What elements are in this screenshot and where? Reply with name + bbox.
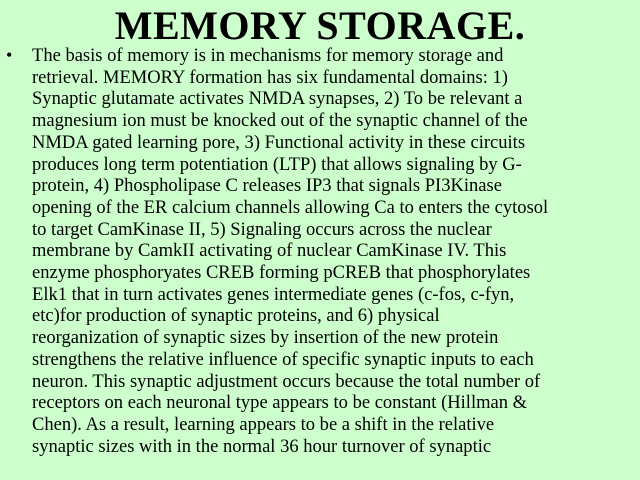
body-line: receptors on each neuronal type appears to be constant (Hillman &: [32, 392, 528, 414]
body-line: to target CamKinase II, 5) Signaling occurs across the nuclear: [32, 218, 492, 240]
body-line: protein, 4) Phospholipase C releases IP3 that signals PI3Kinase: [32, 175, 502, 197]
bullet-icon: •: [6, 45, 13, 65]
body-line: etc)for production of synaptic proteins, and 6) physical: [32, 305, 440, 327]
body-line: Synaptic glutamate activates NMDA synapses, 2) To be relevant a: [32, 88, 523, 110]
body-line: enzyme phosphoryates CREB forming pCREB that phosphorylates: [32, 262, 531, 284]
body-line: membrane by CamkII activating of nuclear CamKinase IV. This: [32, 240, 507, 262]
slide-title: MEMORY STORAGE.: [114, 3, 526, 48]
bullet-text: [32, 45, 640, 457]
body-line: The basis of memory is in mechanisms for memory storage and: [32, 45, 504, 66]
body-line: strengthens the relative influence of specific synaptic inputs to each: [32, 348, 534, 370]
body-line: synaptic sizes with in the normal 36 hour turnover of synaptic: [32, 435, 492, 457]
body-line: retrieval. MEMORY formation has six fundamental domains: 1): [32, 66, 508, 88]
body-line: opening of the ER calcium channels allowing Ca to enters the cytosol: [32, 196, 549, 218]
body-line: Elk1 that in turn activates genes intermediate genes (c-fos, c-fyn,: [32, 283, 515, 305]
body-line: neuron. This synaptic adjustment occurs because the total number of: [32, 370, 541, 392]
body-line: magnesium ion must be knocked out of the synaptic channel of the: [32, 110, 528, 132]
body-line: produces long term potentiation (LTP) that allows signaling by G-: [32, 153, 522, 175]
body-line: NMDA gated learning pore, 3) Functional activity in these circuits: [32, 131, 526, 153]
body-line: reorganization of synaptic sizes by insertion of the new protein: [32, 327, 499, 349]
body-line: Chen). As a result, learning appears to be a shift in the relative: [32, 413, 495, 435]
